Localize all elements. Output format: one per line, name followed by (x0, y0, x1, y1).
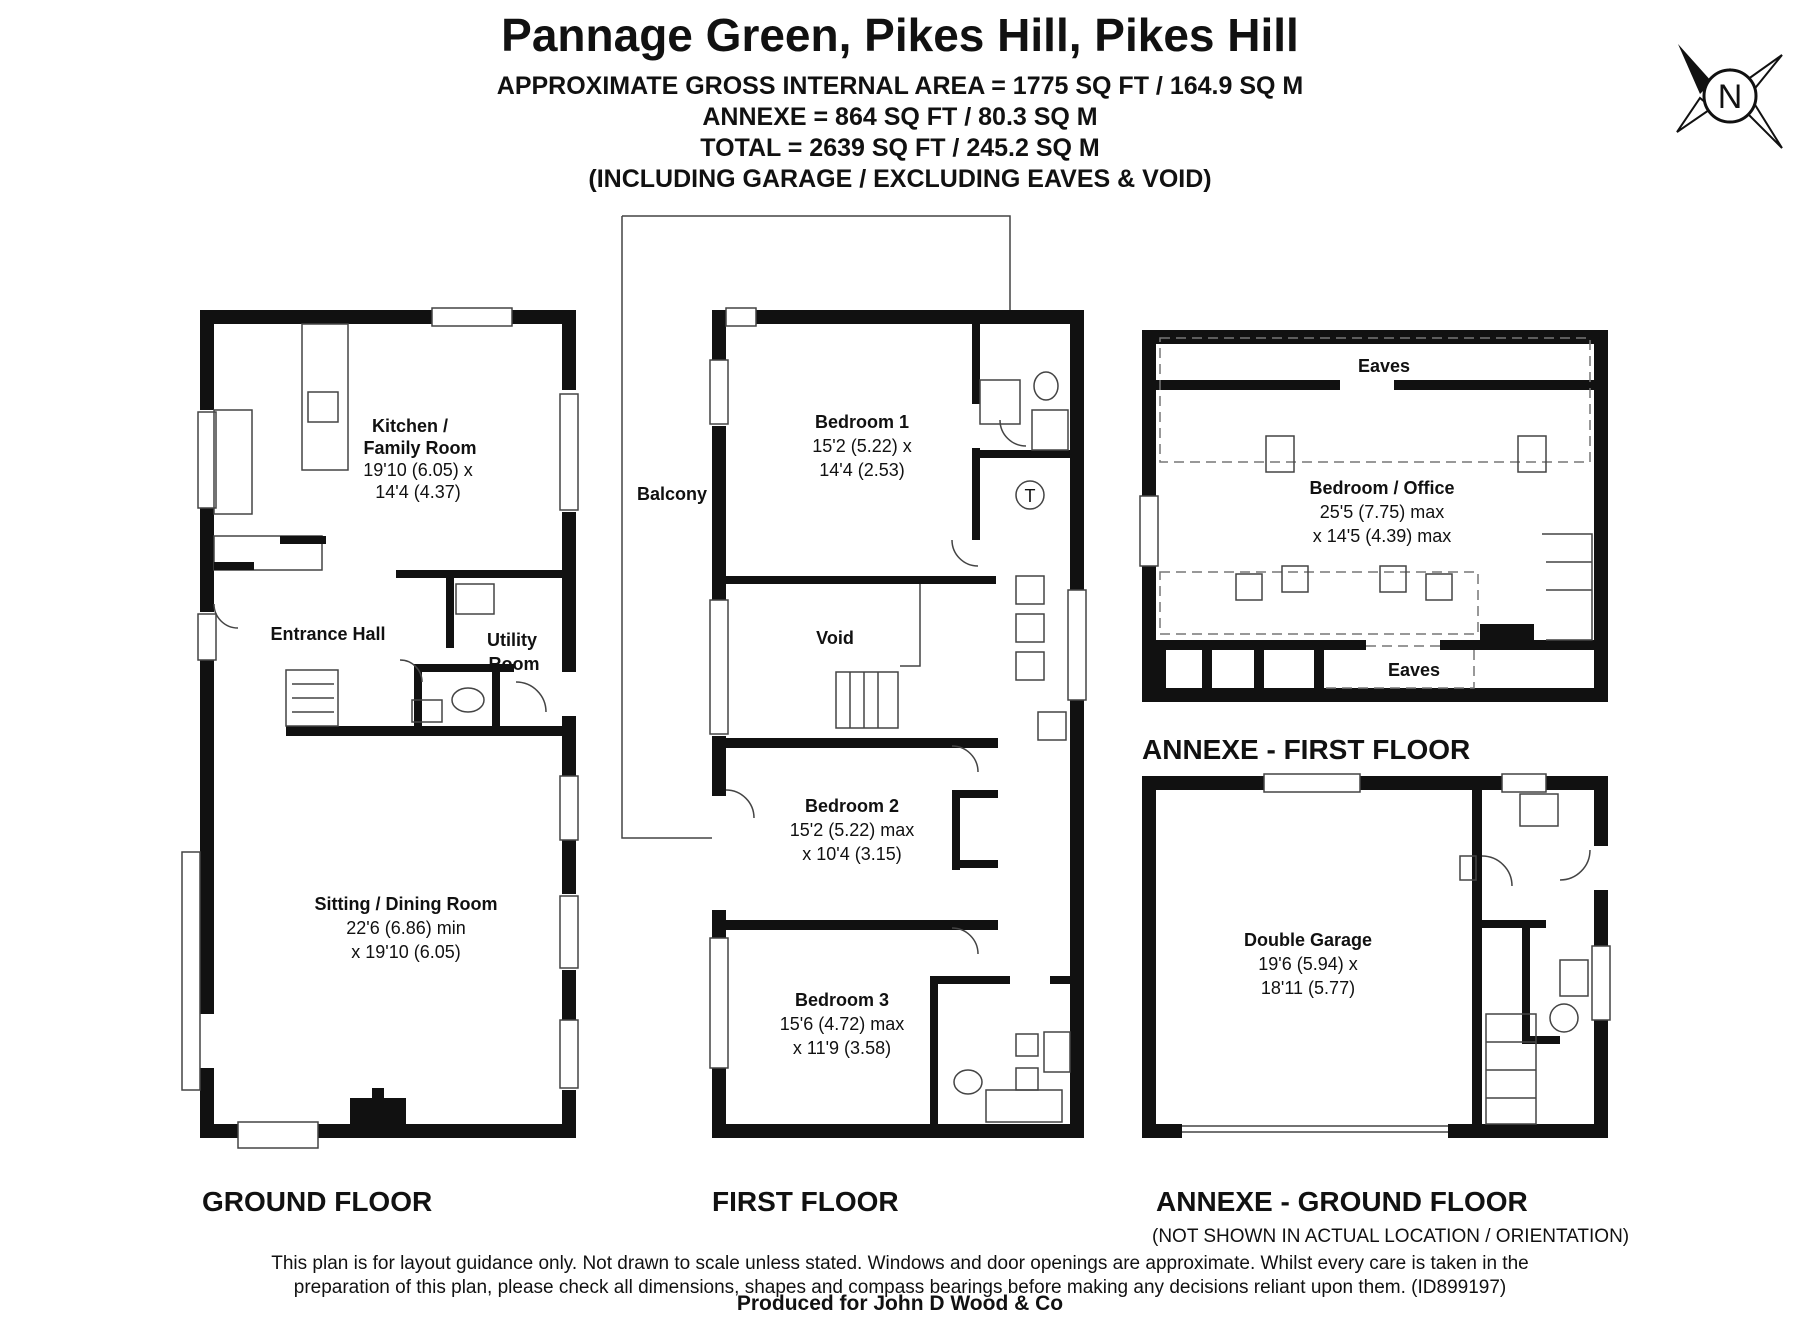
ground-floor-label: GROUND FLOOR (202, 1186, 433, 1217)
bedroom-3-name: Bedroom 3 (794, 990, 890, 1010)
disclaimer-line-1: This plan is for layout guidance only. Not drawn to scale unless stated. Windows and door openings are approximate. Whilst every care is taken in the (271, 1253, 1529, 1274)
bedroom-1-dim-2: 14'4 (2.53) (819, 460, 905, 480)
utility-name-2: Room (488, 654, 540, 674)
sitting-dining-dim-1: 22'6 (6.86) min (346, 918, 466, 938)
tank-label: T (1024, 486, 1036, 506)
kitchen-dim-2: 14'4 (4.37) (375, 482, 461, 502)
area-line-note: (INCLUDING GARAGE / EXCLUDING EAVES & VOID) (588, 165, 1212, 193)
annexe-first-floor-label: ANNEXE - FIRST FLOOR (1142, 734, 1471, 765)
bedroom-1-dim-1: 15'2 (5.22) x (812, 436, 912, 456)
utility-name-1: Utility (486, 630, 538, 650)
first-floor-label: FIRST FLOOR (712, 1186, 899, 1217)
area-line-total: TOTAL = 2639 SQ FT / 245.2 SQ M (700, 134, 1100, 162)
kitchen-dim-1: 19'10 (6.05) x (363, 460, 473, 480)
producer-credit: Produced for John D Wood & Co (736, 1292, 1064, 1315)
bedroom-3-dim-1: 15'6 (4.72) max (779, 1014, 905, 1034)
bedroom-1-name: Bedroom 1 (814, 412, 910, 432)
sitting-dining-dim-2: x 19'10 (6.05) (351, 942, 461, 962)
eaves-top-name: Eaves (1357, 356, 1411, 376)
bedroom-office-dim-1: 25'5 (7.75) max (1319, 502, 1445, 522)
garage-name: Double Garage (1243, 930, 1373, 950)
bedroom-2-name: Bedroom 2 (804, 796, 900, 816)
balcony-name: Balcony (636, 484, 708, 504)
plan-title: Pannage Green, Pikes Hill, Pikes Hill (501, 9, 1299, 61)
kitchen-name-2: Family Room (363, 438, 477, 458)
disclaimer-line-2: preparation of this plan, please check all dimensions, shapes and compass bearings before making any decisions reliant upon them. (ID899197) (293, 1277, 1507, 1298)
bedroom-office-dim-2: x 14'5 (4.39) max (1312, 526, 1452, 546)
kitchen-name-1: Kitchen / (371, 416, 449, 436)
compass-north-label: N (1717, 78, 1743, 116)
bedroom-2-dim-2: x 10'4 (3.15) (802, 844, 902, 864)
bedroom-3-dim-2: x 11'9 (3.58) (792, 1038, 892, 1058)
bedroom-office-name: Bedroom / Office (1309, 478, 1455, 498)
sitting-dining-name: Sitting / Dining Room (314, 894, 498, 914)
eaves-bottom-name: Eaves (1387, 660, 1441, 680)
garage-dim-2: 18'11 (5.77) (1260, 978, 1356, 998)
entrance-hall-name: Entrance Hall (270, 624, 386, 644)
area-line-annexe: ANNEXE = 864 SQ FT / 80.3 SQ M (702, 103, 1098, 131)
area-line-gross: APPROXIMATE GROSS INTERNAL AREA = 1775 SQ FT / 164.9 SQ M (496, 72, 1304, 100)
bedroom-2-dim-1: 15'2 (5.22) max (789, 820, 915, 840)
annexe-location-note: (NOT SHOWN IN ACTUAL LOCATION / ORIENTATION) (1152, 1226, 1630, 1247)
annexe-ground-floor-plan (1142, 774, 1610, 1138)
annexe-ground-floor-label: ANNEXE - GROUND FLOOR (1156, 1186, 1528, 1217)
void-name: Void (816, 628, 854, 648)
compass-rose-icon (1677, 44, 1782, 148)
garage-dim-1: 19'6 (5.94) x (1258, 954, 1358, 974)
